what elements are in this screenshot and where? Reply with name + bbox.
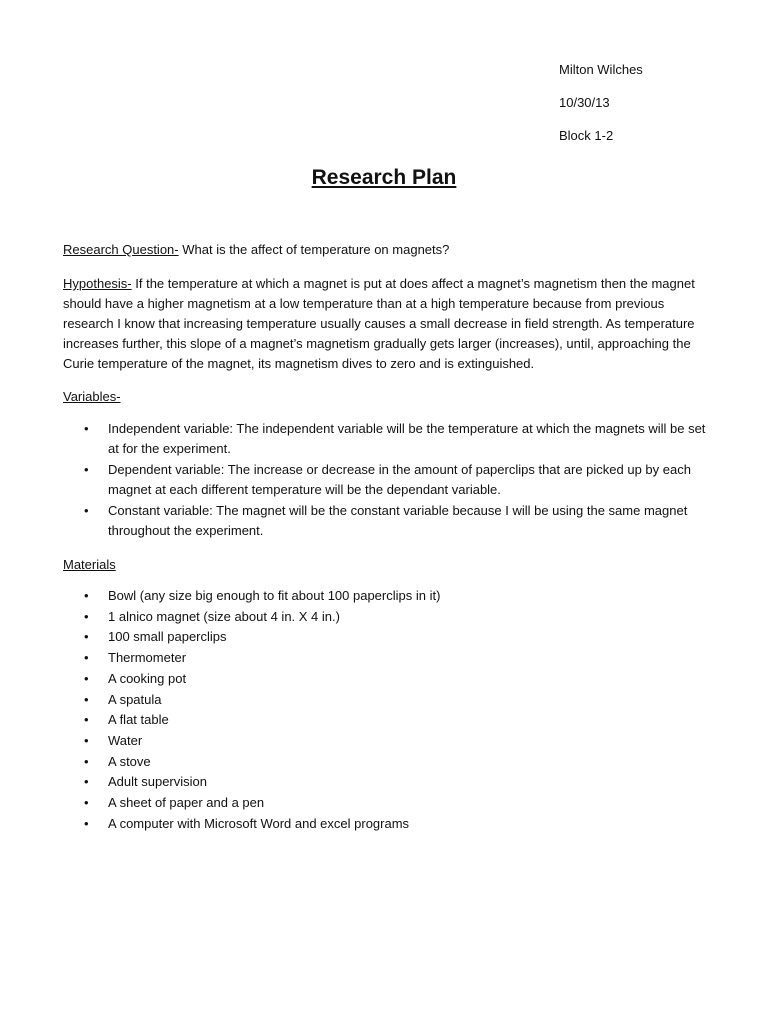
list-item: • 1 alnico magnet (size about 4 in. X 4 in.) xyxy=(63,607,709,628)
bullet-icon: • xyxy=(84,650,89,666)
research-question-label: Research Question- xyxy=(63,242,179,257)
class-block: Block 1-2 xyxy=(559,128,614,143)
list-item: • A cooking pot xyxy=(63,669,709,690)
hypothesis xyxy=(63,274,709,374)
list-item: • A computer with Microsoft Word and excel programs xyxy=(63,814,709,835)
research-question-text: What is the affect of temperature on magnets? xyxy=(178,242,450,257)
research-question xyxy=(63,240,709,260)
hypothesis-label: Hypothesis- xyxy=(63,276,132,291)
hypothesis-text: If the temperature at which a magnet is put at does affect a magnet’s magnetism then the magnet should have a higher magnetism at a low temperature than at a high temperature because from previous research I know that increasing temperature usually causes a small decrease in field strength. As temperature increases further, this slope of a magnet’s magnetism gradually gets larger (increases), until, approaching the Curie temperature of the magnet, its magnetism dives to zero and is extinguished. xyxy=(63,276,695,371)
document-date: 10/30/13 xyxy=(559,95,610,110)
author-name: Milton Wilches xyxy=(559,62,643,77)
bullet-icon: • xyxy=(84,462,89,477)
materials-heading: Materials xyxy=(63,557,116,572)
list-item: • Adult supervision xyxy=(63,772,709,793)
list-item: • Thermometer xyxy=(63,648,709,669)
variables-list xyxy=(63,419,709,542)
bullet-icon: • xyxy=(84,608,89,624)
bullet-icon: • xyxy=(84,815,89,831)
materials-list xyxy=(63,586,709,834)
bullet-icon: • xyxy=(84,629,89,645)
bullet-icon: • xyxy=(84,795,89,811)
bullet-icon: • xyxy=(84,732,89,748)
list-item: • A flat table xyxy=(63,710,709,731)
list-item: • A spatula xyxy=(63,690,709,711)
list-item: • Bowl (any size big enough to fit about 100 paperclips in it) xyxy=(63,586,709,607)
bullet-icon: • xyxy=(84,691,89,707)
list-item: • A stove xyxy=(63,752,709,773)
list-item: • A sheet of paper and a pen xyxy=(63,793,709,814)
header-info xyxy=(559,62,643,161)
list-item: • Independent variable: The independent variable will be the temperature at which the magnets will be set at for the experiment. xyxy=(84,421,706,456)
list-item: • Constant variable: The magnet will be the constant variable because I will be using the same magnet throughout the experiment. xyxy=(84,503,688,538)
bullet-icon: • xyxy=(84,421,89,436)
page-title: Research Plan xyxy=(311,166,457,189)
list-item: • Dependent variable: The increase or decrease in the amount of paperclips that are picked up by each magnet at each different temperature will be the dependant variable. xyxy=(84,462,691,497)
bullet-icon: • xyxy=(84,670,89,686)
bullet-icon: • xyxy=(84,774,89,790)
bullet-icon: • xyxy=(84,588,89,603)
bullet-icon: • xyxy=(84,712,89,728)
bullet-icon: • xyxy=(84,503,89,518)
list-item: • Water xyxy=(63,731,709,752)
bullet-icon: • xyxy=(84,753,89,769)
variables-heading: Variables- xyxy=(63,389,121,404)
list-item: • 100 small paperclips xyxy=(63,627,709,648)
